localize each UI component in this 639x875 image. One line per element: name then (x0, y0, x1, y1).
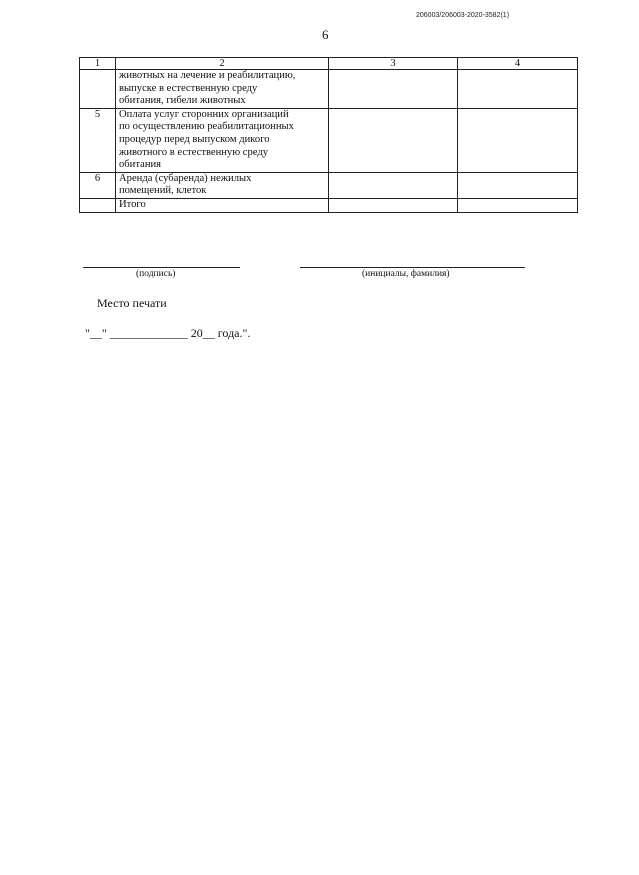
row-number: 6 (80, 172, 116, 198)
signature-line (83, 267, 240, 268)
value-cell (458, 70, 578, 109)
table-row (80, 172, 578, 198)
name-line (300, 267, 525, 268)
row-number (80, 198, 116, 212)
description-line: помещений, клеток (119, 185, 207, 197)
column-header: 3 (329, 58, 458, 70)
column-header: 4 (458, 58, 578, 70)
value-cell (329, 172, 458, 198)
value-cell (458, 198, 578, 212)
column-header: 1 (80, 58, 116, 70)
page-number: 6 (322, 27, 329, 42)
row-description (116, 198, 329, 212)
cost-table (79, 57, 578, 213)
name-caption: (инициалы, фамилия) (362, 269, 450, 279)
description-line: процедур перед выпуском дикого (119, 133, 270, 145)
row-description (116, 172, 329, 198)
row-number: 5 (80, 108, 116, 172)
document-id: 206003/206003-2020-3582(1) (416, 12, 510, 19)
value-cell (458, 108, 578, 172)
value-cell (329, 70, 458, 109)
signature-caption: (подпись) (136, 269, 176, 279)
row-description (116, 70, 329, 109)
table-header-row (80, 58, 578, 70)
value-cell (458, 172, 578, 198)
description-line: обитания (119, 159, 162, 171)
value-cell (329, 198, 458, 212)
description-line: Аренда (субаренда) нежилых (119, 172, 252, 184)
row-description (116, 108, 329, 172)
stamp-place-label: Место печати (97, 296, 167, 310)
value-cell (329, 108, 458, 172)
description-line: животного в естественную среду (119, 146, 269, 158)
description-line: выпуске в естественную среду (119, 82, 258, 94)
table-row (80, 70, 578, 109)
description-line: животных на лечение и реабилитацию, (119, 70, 296, 81)
date-line: "__" _____________ 20__ года.". (85, 326, 251, 340)
column-header: 2 (116, 58, 329, 70)
description-line: обитания, гибели животных (119, 95, 246, 107)
table-row (80, 108, 578, 172)
description-line: Оплата услуг сторонних организаций (119, 108, 289, 120)
table-row (80, 198, 578, 212)
description-line: Итого (119, 198, 146, 210)
row-number (80, 70, 116, 109)
description-line: по осуществлению реабилитационных (119, 121, 294, 133)
